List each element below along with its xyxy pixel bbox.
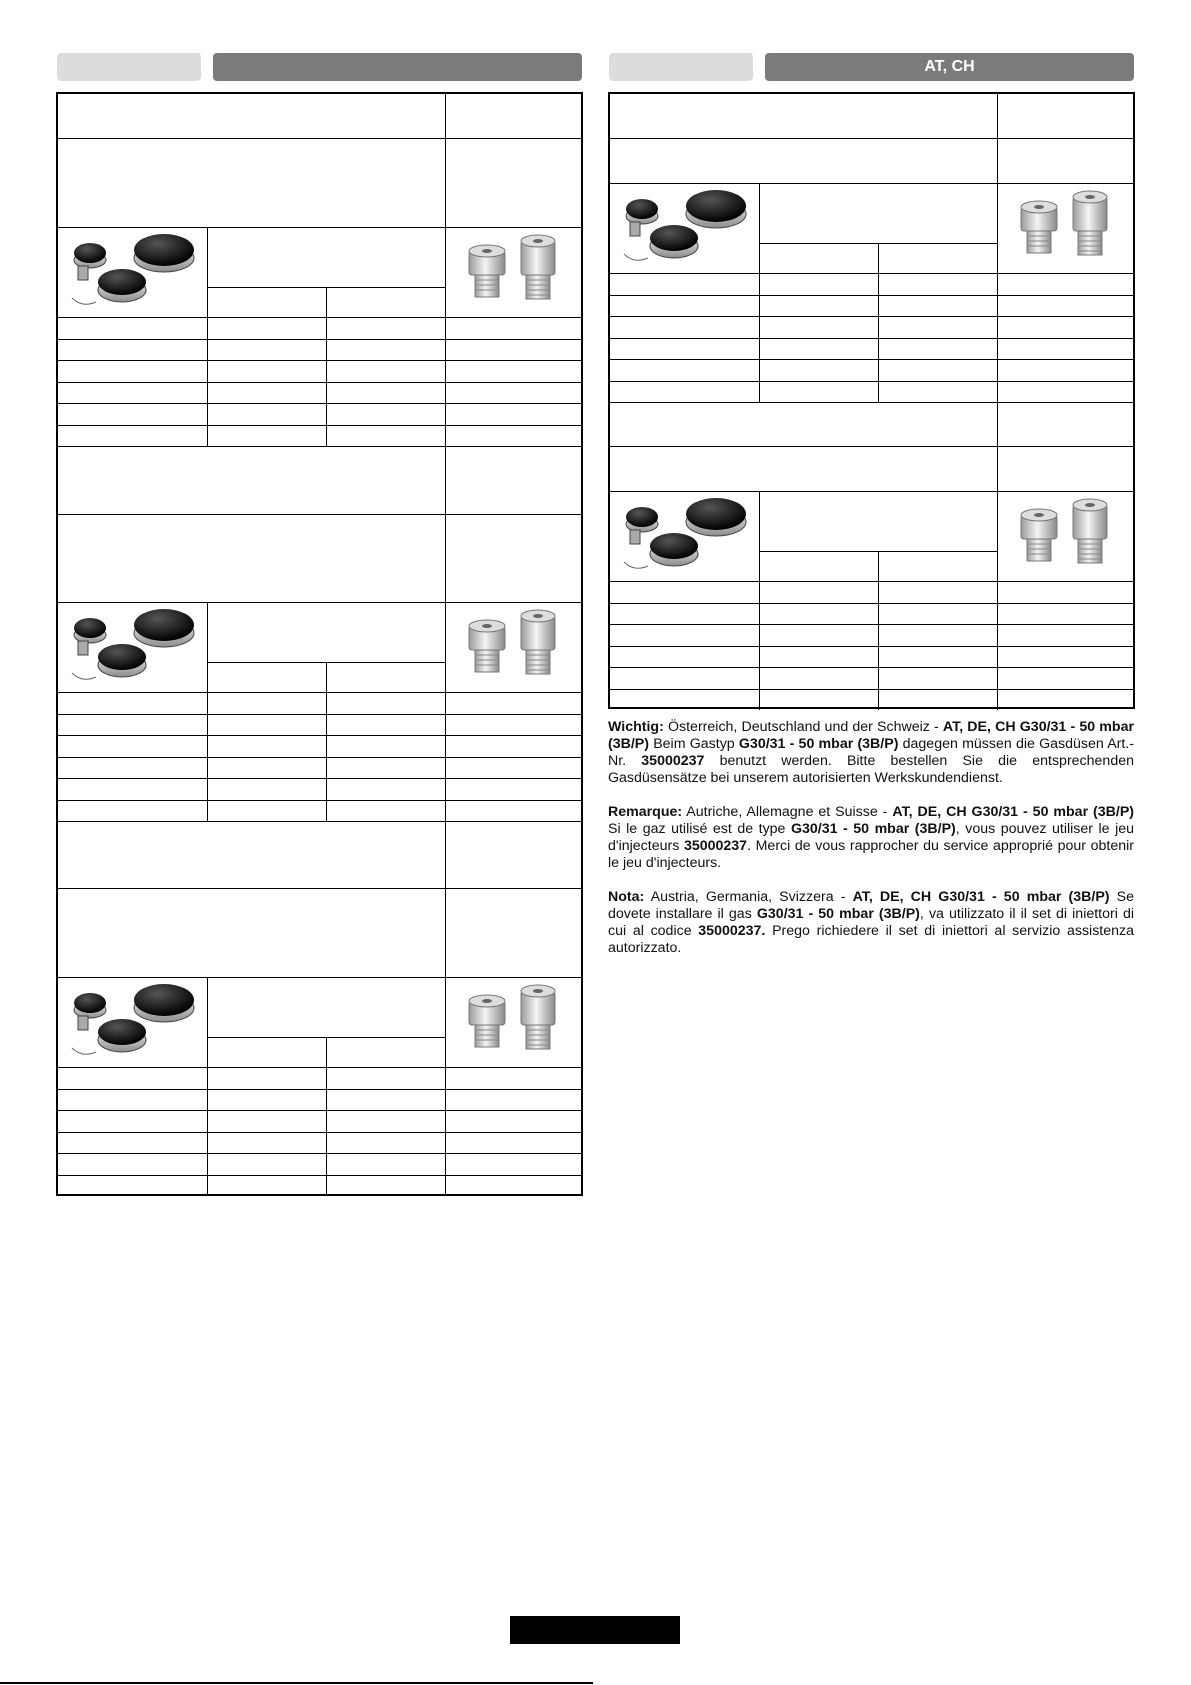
- table-col-divider: [445, 446, 446, 514]
- table-col-divider: [207, 1175, 208, 1197]
- table-col-divider: [445, 138, 446, 227]
- table-col-divider: [997, 295, 998, 317]
- table-col-divider: [759, 667, 760, 689]
- table-col-divider: [445, 227, 446, 317]
- table-col-divider: [326, 1037, 327, 1067]
- table-col-divider: [997, 624, 998, 646]
- injector-notes: [608, 719, 1134, 974]
- table-col-divider: [207, 227, 208, 317]
- table-col-divider: [997, 359, 998, 381]
- note-text: Beim Gastyp: [649, 736, 739, 752]
- table-col-divider: [445, 977, 446, 1067]
- table-row-divider: [58, 403, 581, 404]
- table-row-divider: [610, 402, 1133, 403]
- note-text: Prego richiedere il set di iniettori al servizio assistenza autorizzato.: [608, 923, 1134, 956]
- table-row-divider: [58, 382, 581, 383]
- table-col-divider: [445, 1067, 446, 1089]
- table-col-divider: [326, 735, 327, 757]
- table-col-divider: [878, 667, 879, 689]
- table-col-divider: [997, 667, 998, 689]
- table-col-divider: [759, 624, 760, 646]
- table-col-divider: [445, 94, 446, 138]
- table-col-divider: [207, 1089, 208, 1111]
- table-col-divider: [326, 778, 327, 800]
- table-col-divider: [445, 382, 446, 404]
- table-col-divider: [878, 624, 879, 646]
- table-row-divider: [58, 1175, 581, 1176]
- note-emphasis: AT, DE, CH G30/31 - 50 mbar (3B/P): [608, 719, 1134, 752]
- table-col-divider: [326, 757, 327, 779]
- note-text: . Merci de vous rapprocher du service approprié pour obtenir le jeu d'injecteurs.: [608, 838, 1134, 871]
- table-col-divider: [445, 1089, 446, 1111]
- table-col-divider: [878, 603, 879, 625]
- table-row-divider: [610, 316, 1133, 317]
- table-col-divider: [445, 425, 446, 447]
- note-italian: [608, 889, 1134, 957]
- burner-image: [62, 603, 202, 692]
- table-col-divider: [878, 381, 879, 403]
- table-col-divider: [759, 273, 760, 295]
- table-col-divider: [759, 183, 760, 273]
- table-col-divider: [207, 403, 208, 425]
- table-col-divider: [445, 800, 446, 822]
- table-col-divider: [326, 425, 327, 447]
- note-french: [608, 804, 1134, 872]
- table-row-divider: [58, 1132, 581, 1133]
- table-col-divider: [997, 581, 998, 603]
- note-text: dagegen müssen die Gasdüsen Art.-Nr.: [608, 736, 1134, 769]
- table-col-divider: [445, 1153, 446, 1175]
- table-row-divider: [610, 338, 1133, 339]
- table-col-divider: [878, 581, 879, 603]
- table-col-divider: [326, 692, 327, 714]
- note-text: benutzt werden. Bitte bestellen Sie die entsprechenden Gasdüsensätze bei unserem autorisierten Werkskundendienst.: [608, 753, 1134, 786]
- table-col-divider: [997, 94, 998, 138]
- table-col-divider: [445, 778, 446, 800]
- table-col-divider: [759, 359, 760, 381]
- note-text: Österreich, Deutschland und der Schweiz -: [663, 719, 943, 735]
- table-col-divider: [997, 138, 998, 183]
- table-col-divider: [997, 381, 998, 403]
- table-row-divider: [58, 800, 581, 801]
- table-col-divider: [207, 714, 208, 736]
- note-text: Autriche, Allemagne et Suisse -: [682, 804, 893, 820]
- table-row-divider: [610, 689, 1133, 690]
- table-row-divider: [58, 514, 581, 515]
- injector-image: [451, 979, 571, 1064]
- table-col-divider: [997, 183, 998, 273]
- table-col-divider: [445, 602, 446, 692]
- burner-image: [62, 228, 202, 317]
- note-emphasis: 35000237.: [698, 923, 766, 939]
- table-row-divider: [58, 778, 581, 779]
- table-col-divider: [326, 1153, 327, 1175]
- table-col-divider: [997, 316, 998, 338]
- table-col-divider: [445, 1132, 446, 1154]
- note-emphasis: G30/31 - 50 mbar (3B/P): [756, 906, 920, 922]
- table-col-divider: [207, 317, 208, 339]
- table-col-divider: [445, 317, 446, 339]
- table-col-divider: [445, 360, 446, 382]
- table-col-divider: [997, 603, 998, 625]
- note-emphasis: G30/31 - 50 mbar (3B/P): [790, 821, 956, 837]
- table-col-divider: [326, 339, 327, 361]
- table-row-divider: [610, 359, 1133, 360]
- table-row-divider: [610, 273, 1133, 274]
- right-injector-table: [608, 92, 1135, 709]
- table-col-divider: [326, 1110, 327, 1132]
- table-col-divider: [997, 491, 998, 581]
- note-text: Austria, Germania, Svizzera -: [644, 889, 853, 905]
- table-col-divider: [207, 735, 208, 757]
- table-col-divider: [878, 689, 879, 711]
- table-row-divider: [58, 1153, 581, 1154]
- table-col-divider: [326, 403, 327, 425]
- table-row-divider: [58, 692, 581, 693]
- page-number-box: [510, 1616, 680, 1644]
- table-col-divider: [326, 1132, 327, 1154]
- table-col-divider: [445, 888, 446, 977]
- table-row-divider: [58, 1110, 581, 1111]
- burner-image: [614, 492, 754, 581]
- table-row-divider: [610, 381, 1133, 382]
- table-col-divider: [207, 602, 208, 692]
- table-row-divider: [610, 138, 1133, 139]
- table-row-divider: [58, 714, 581, 715]
- table-col-divider: [326, 662, 327, 692]
- table-col-divider: [445, 821, 446, 888]
- table-col-divider: [207, 382, 208, 404]
- table-col-divider: [759, 491, 760, 581]
- table-col-divider: [759, 603, 760, 625]
- note-german: [608, 719, 1134, 787]
- table-col-divider: [445, 757, 446, 779]
- table-col-divider: [445, 1110, 446, 1132]
- table-row-divider: [610, 646, 1133, 647]
- table-row-divider: [58, 360, 581, 361]
- table-row-divider: [610, 295, 1133, 296]
- table-col-divider: [997, 646, 998, 668]
- table-col-divider: [878, 295, 879, 317]
- table-col-divider: [326, 800, 327, 822]
- left-injector-table: [56, 92, 583, 1196]
- table-col-divider: [759, 338, 760, 360]
- table-col-divider: [878, 359, 879, 381]
- table-col-divider: [326, 714, 327, 736]
- table-col-divider: [759, 381, 760, 403]
- table-col-divider: [759, 689, 760, 711]
- table-col-divider: [445, 339, 446, 361]
- table-row-divider: [610, 446, 1133, 447]
- table-col-divider: [326, 287, 327, 317]
- note-label: Wichtig:: [608, 719, 664, 735]
- table-col-divider: [878, 273, 879, 295]
- table-col-divider: [207, 1067, 208, 1089]
- table-row-divider: [58, 425, 581, 426]
- injector-image: [1003, 493, 1123, 578]
- table-col-divider: [326, 317, 327, 339]
- note-emphasis: AT, DE, CH G30/31 - 50 mbar (3B/P): [892, 804, 1135, 820]
- table-col-divider: [997, 273, 998, 295]
- table-col-divider: [326, 1089, 327, 1111]
- table-col-divider: [759, 316, 760, 338]
- left-header-tab-title: [213, 53, 582, 81]
- burner-image: [614, 184, 754, 273]
- table-col-divider: [878, 551, 879, 581]
- table-col-divider: [207, 977, 208, 1067]
- table-row-divider: [58, 446, 581, 447]
- burner-image: [62, 978, 202, 1067]
- note-text: Se dovete installare il gas: [608, 889, 1135, 922]
- right-header-tab-title: AT, CH: [765, 53, 1134, 81]
- note-text: , va utilizzato il il set di iniettori di cui al codice: [608, 906, 1135, 939]
- footer-rule: [0, 1682, 593, 1684]
- table-col-divider: [445, 403, 446, 425]
- table-row-divider: [610, 667, 1133, 668]
- note-text: , vous pouvez utiliser le jeu d'injecteurs: [608, 821, 1135, 854]
- table-col-divider: [207, 692, 208, 714]
- injector-image: [451, 229, 571, 314]
- table-row-divider: [58, 1089, 581, 1090]
- note-emphasis: AT, DE, CH G30/31 - 50 mbar (3B/P): [852, 889, 1110, 905]
- table-row-divider: [58, 138, 581, 139]
- table-col-divider: [759, 295, 760, 317]
- table-col-divider: [207, 778, 208, 800]
- table-col-divider: [207, 425, 208, 447]
- table-row-divider: [58, 821, 581, 822]
- table-col-divider: [326, 1067, 327, 1089]
- note-emphasis: G30/31 - 50 mbar (3B/P): [738, 736, 899, 752]
- table-row-divider: [610, 624, 1133, 625]
- table-col-divider: [759, 646, 760, 668]
- table-col-divider: [207, 360, 208, 382]
- table-col-divider: [997, 689, 998, 711]
- table-col-divider: [207, 757, 208, 779]
- table-row-divider: [58, 735, 581, 736]
- table-col-divider: [445, 735, 446, 757]
- table-col-divider: [207, 339, 208, 361]
- table-row-divider: [610, 581, 1133, 582]
- table-col-divider: [207, 1153, 208, 1175]
- note-text: Si le gaz utilisé est de type: [608, 821, 791, 837]
- table-col-divider: [759, 581, 760, 603]
- table-col-divider: [445, 714, 446, 736]
- note-emphasis: 35000237: [641, 753, 705, 769]
- table-col-divider: [326, 1175, 327, 1197]
- table-row-divider: [58, 317, 581, 318]
- table-row-divider: [58, 757, 581, 758]
- table-col-divider: [326, 382, 327, 404]
- note-label: Nota:: [608, 889, 645, 905]
- table-col-divider: [997, 402, 998, 446]
- table-row-divider: [58, 339, 581, 340]
- table-row-divider: [58, 888, 581, 889]
- table-col-divider: [445, 692, 446, 714]
- note-emphasis: 35000237: [683, 838, 748, 854]
- table-col-divider: [326, 360, 327, 382]
- table-col-divider: [878, 338, 879, 360]
- left-header-tab-small: [57, 53, 201, 81]
- table-col-divider: [878, 243, 879, 273]
- injector-image: [1003, 185, 1123, 270]
- table-col-divider: [878, 646, 879, 668]
- table-col-divider: [445, 1175, 446, 1197]
- note-label: Remarque:: [608, 804, 683, 820]
- table-row-divider: [610, 603, 1133, 604]
- table-col-divider: [878, 316, 879, 338]
- table-col-divider: [207, 1110, 208, 1132]
- table-row-divider: [58, 1067, 581, 1068]
- table-col-divider: [997, 338, 998, 360]
- table-col-divider: [207, 1132, 208, 1154]
- injector-image: [451, 604, 571, 689]
- table-col-divider: [997, 446, 998, 491]
- table-col-divider: [445, 514, 446, 602]
- right-header-tab-small: [609, 53, 753, 81]
- table-col-divider: [207, 800, 208, 822]
